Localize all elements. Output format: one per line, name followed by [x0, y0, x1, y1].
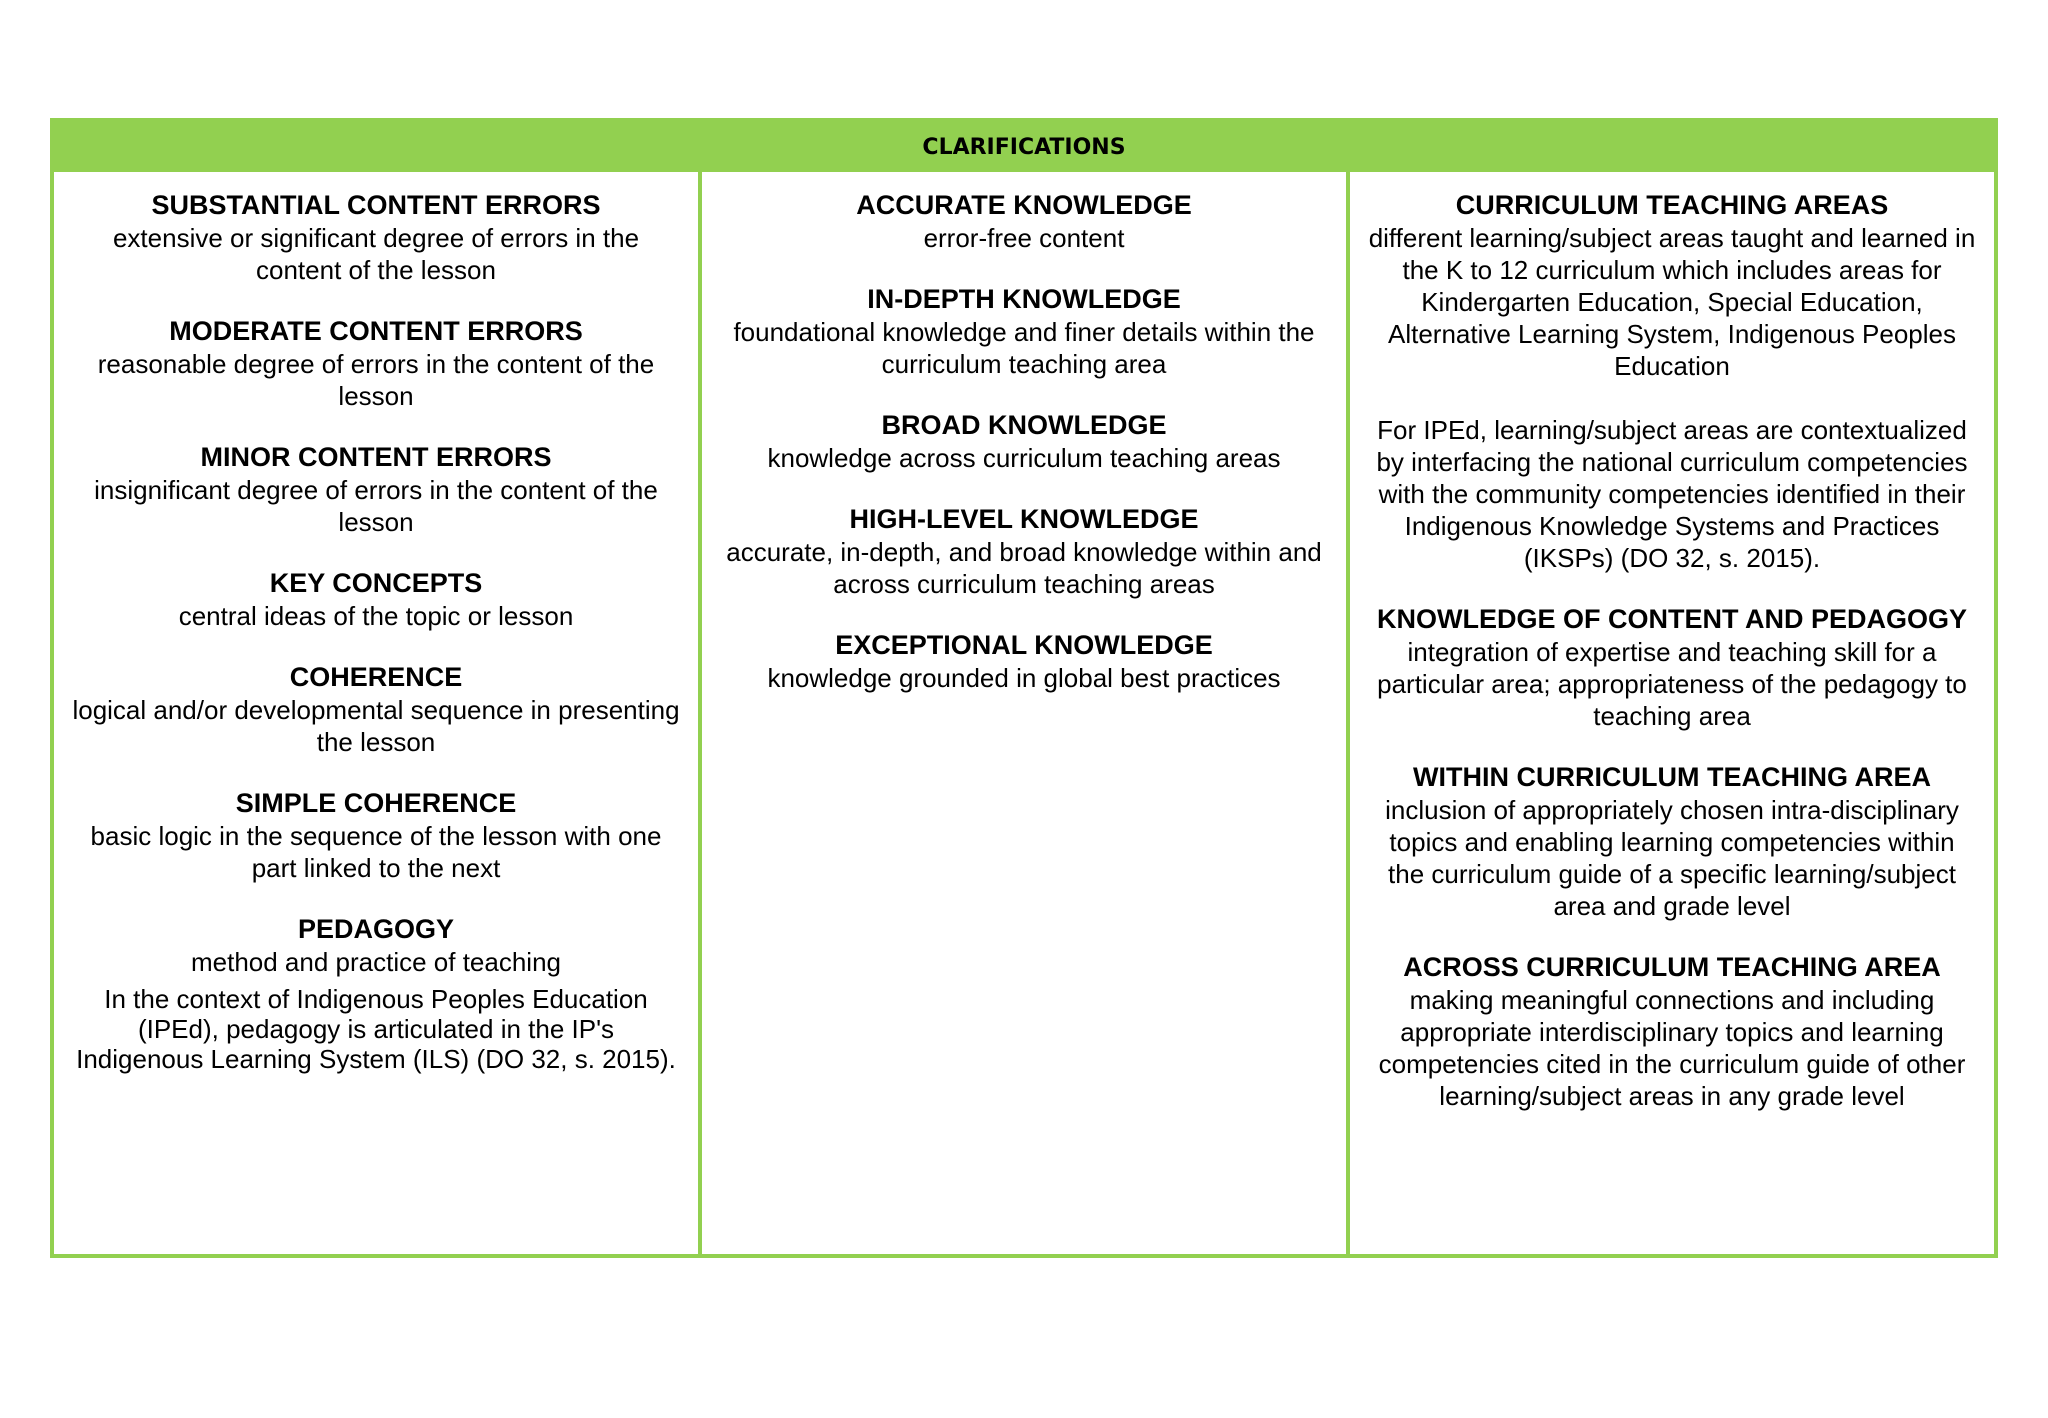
term-description: accurate, in-depth, and broad knowledge within and across curriculum teaching areas [726, 537, 1322, 599]
column-knowledge-levels [698, 172, 1346, 1254]
term-title: KEY CONCEPTS [269, 568, 483, 598]
term-title: PEDAGOGY [297, 914, 455, 944]
term-simple-coherence [72, 786, 680, 884]
term-description: error-free content [923, 223, 1125, 253]
column-curriculum-areas [1346, 172, 1994, 1254]
term-description: method and practice of teaching [190, 947, 562, 977]
term-title: ACROSS CURRICULUM TEACHING AREA [1403, 952, 1941, 982]
term-key-concepts [72, 566, 680, 632]
table-header [54, 122, 1994, 172]
term-description: basic logic in the sequence of the lesson with one part linked to the next [90, 821, 662, 883]
table-columns [54, 172, 1994, 1254]
column-content-errors [54, 172, 698, 1254]
term-exceptional-knowledge [720, 628, 1328, 694]
term-substantial-content-errors [72, 188, 680, 286]
term-description: reasonable degree of errors in the content of the lesson [97, 349, 655, 411]
term-in-depth-knowledge [720, 282, 1328, 380]
term-moderate-content-errors [72, 314, 680, 412]
term-title: EXCEPTIONAL KNOWLEDGE [835, 630, 1213, 660]
term-title: HIGH-LEVEL KNOWLEDGE [849, 504, 1199, 534]
term-description: inclusion of appropriately chosen intra-disciplinary topics and enabling learning competencies within the curriculum guide of a specific learning/subject area and grade level [1385, 795, 1959, 921]
term-title: MODERATE CONTENT ERRORS [169, 316, 583, 346]
term-across-curriculum-teaching-area [1368, 950, 1976, 1112]
term-description: knowledge grounded in global best practices [767, 663, 1281, 693]
term-accurate-knowledge [720, 188, 1328, 254]
term-description: foundational knowledge and finer details within the curriculum teaching area [733, 317, 1315, 379]
term-title: IN-DEPTH KNOWLEDGE [867, 284, 1181, 314]
term-description: making meaningful connections and including appropriate interdisciplinary topics and learning competencies cited in the curriculum guide of other learning/subject areas in any grade level [1378, 985, 1966, 1111]
term-description: knowledge across curriculum teaching areas [767, 443, 1281, 473]
term-title: CURRICULUM TEACHING AREAS [1455, 190, 1889, 220]
term-minor-content-errors [72, 440, 680, 538]
term-title: KNOWLEDGE OF CONTENT AND PEDAGOGY [1376, 604, 1967, 634]
iped-paragraph: For IPEd, learning/subject areas are contextualized by interfacing the national curriculum competencies with the community competencies identified in their Indigenous Knowledge Systems and Practices (IKSPs) (DO 32, s. 2015). [1376, 415, 1968, 573]
term-description: extensive or significant degree of errors in the content of the lesson [112, 223, 640, 285]
term-note: In the context of Indigenous Peoples Education (IPEd), pedagogy is articulated in the IP's Indigenous Learning System (ILS) (DO 32, s. 2015). [76, 984, 676, 1074]
term-knowledge-of-content-and-pedagogy [1368, 602, 1976, 732]
term-broad-knowledge [720, 408, 1328, 474]
term-description: different learning/subject areas taught and learned in the K to 12 curriculum which includes areas for Kindergarten Education, Special Education, Alternative Learning System, Indigenous Peoples Education [1368, 223, 1976, 381]
term-description: central ideas of the topic or lesson [178, 601, 574, 631]
term-title: COHERENCE [289, 662, 463, 692]
term-title: MINOR CONTENT ERRORS [200, 442, 552, 472]
term-title: WITHIN CURRICULUM TEACHING AREA [1413, 762, 1931, 792]
term-description: integration of expertise and teaching skill for a particular area; appropriateness of the pedagogy to teaching area [1377, 637, 1967, 731]
header-title: CLARIFICATIONS [922, 134, 1126, 160]
term-pedagogy [72, 912, 680, 1074]
clarifications-table [50, 118, 1998, 1258]
term-high-level-knowledge [720, 502, 1328, 600]
term-title: SIMPLE COHERENCE [235, 788, 517, 818]
term-title: ACCURATE KNOWLEDGE [856, 190, 1192, 220]
term-within-curriculum-teaching-area [1368, 760, 1976, 922]
term-title: BROAD KNOWLEDGE [881, 410, 1167, 440]
term-description: logical and/or developmental sequence in presenting the lesson [72, 695, 680, 757]
term-title: SUBSTANTIAL CONTENT ERRORS [151, 190, 601, 220]
term-description: insignificant degree of errors in the content of the lesson [94, 475, 658, 537]
term-curriculum-teaching-areas [1368, 188, 1976, 382]
term-coherence [72, 660, 680, 758]
